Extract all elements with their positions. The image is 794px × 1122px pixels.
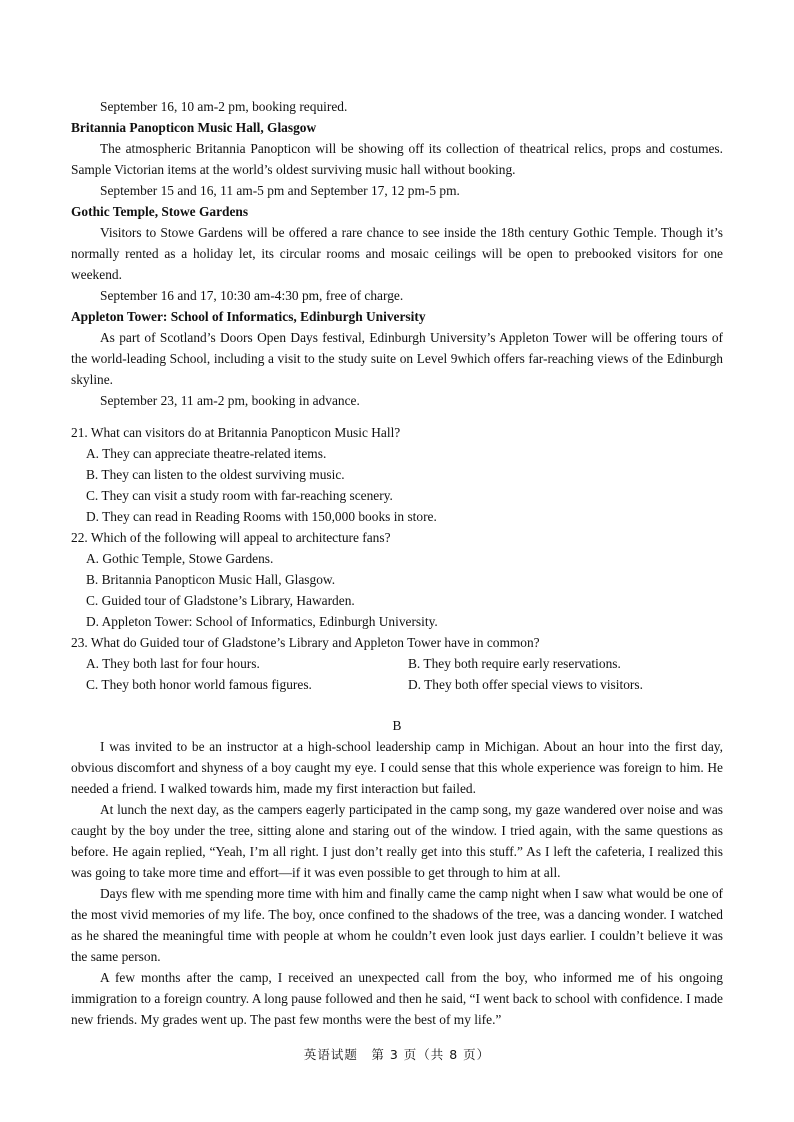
passage-paragraph: A few months after the camp, I received an unexpected call from the boy, who informed me of his ongoing immigration to a foreign country. A long pause followed and then he said, “I went back to school with confidence. I made new friends. My grades went up. The past few months were the best of my life.”: [71, 970, 723, 1027]
question-option: A. They both last for four hours.: [86, 656, 260, 671]
venue-time: September 15 and 16, 11 am-5 pm and September 17, 12 pm-5 pm.: [100, 183, 460, 198]
question-option: C. They can visit a study room with far-reaching scenery.: [86, 488, 393, 503]
venue-description: Visitors to Stowe Gardens will be offered a rare chance to see inside the 18th century Gothic Temple. Though it’s normally rented as a holiday let, its circular rooms and mosaic ceilings will be open to prebooked visitors for one weekend.: [71, 225, 723, 282]
question-option: D. Appleton Tower: School of Informatics, Edinburgh University.: [86, 614, 438, 629]
question-option: C. They both honor world famous figures.: [86, 677, 312, 692]
venue-time: September 23, 11 am-2 pm, booking in advance.: [100, 393, 360, 408]
question-option: D. They can read in Reading Rooms with 150,000 books in store.: [86, 509, 437, 524]
option-row: [71, 653, 723, 674]
question-option: B. They both require early reservations.: [408, 656, 621, 671]
passage-paragraph: Days flew with me spending more time with him and finally came the camp night when I saw what would be one of the most vivid memories of my life. The boy, once confined to the shadows of the tree, was a dancing wonder. I watched as he shared the meaningful time with people at whom he couldn’t even look just days earlier. I couldn’t believe it was the same person.: [71, 886, 723, 964]
venue-description: As part of Scotland’s Doors Open Days festival, Edinburgh University’s Appleton Tower will be offering tours of the world-leading School, including a visit to the study suite on Level 9which offers far-reaching views of the Edinburgh skyline.: [71, 330, 723, 387]
question-option: C. Guided tour of Gladstone’s Library, Hawarden.: [86, 593, 355, 608]
passage-paragraph: I was invited to be an instructor at a high-school leadership camp in Michigan. About an hour into the first day, obvious discomfort and shyness of a boy caught my eye. I could sense that this whole experience was foreign to him. He needed a friend. I walked towards him, made my first interaction but failed.: [71, 739, 723, 796]
venue-title: Appleton Tower: School of Informatics, Edinburgh University: [71, 309, 426, 324]
passage-paragraph: At lunch the next day, as the campers eagerly participated in the camp song, my gaze wandered over noise and was caught by the boy under the tree, sitting alone and staring out of the window. I tried again, with the same questions as before. He again replied, “Yeah, I’m all right. I just don’t really get into this stuff.” As I left the cafeteria, I realized this was going to take more time and effort—if it was even possible to get through to him at all.: [71, 802, 723, 880]
question-option: D. They both offer special views to visitors.: [408, 677, 643, 692]
section-label: B: [392, 718, 402, 733]
question-option: A. They can appreciate theatre-related items.: [86, 446, 327, 461]
venue-time: September 16 and 17, 10:30 am-4:30 pm, free of charge.: [100, 288, 404, 303]
question-option: A. Gothic Temple, Stowe Gardens.: [86, 551, 274, 566]
option-row: [71, 674, 723, 695]
venue-title: Gothic Temple, Stowe Gardens: [71, 204, 249, 219]
venue-description: The atmospheric Britannia Panopticon will be showing off its collection of theatrical relics, props and costumes. Sample Victorian items at the world’s oldest surviving music hall without booking.: [71, 141, 723, 177]
intro-tail: September 16, 10 am-2 pm, booking required.: [100, 99, 348, 114]
question-option: B. Britannia Panopticon Music Hall, Glasgow.: [86, 572, 336, 587]
question-stem: 23. What do Guided tour of Gladstone’s Library and Appleton Tower have in common?: [71, 635, 540, 650]
page-content: [71, 96, 723, 1030]
question-stem: 21. What can visitors do at Britannia Panopticon Music Hall?: [71, 425, 401, 440]
page-footer: 英语试题 第 3 页（共 8 页）: [303, 1047, 491, 1062]
question-stem: 22. Which of the following will appeal to architecture fans?: [71, 530, 391, 545]
venue-title: Britannia Panopticon Music Hall, Glasgow: [71, 120, 317, 135]
question-option: B. They can listen to the oldest surviving music.: [86, 467, 345, 482]
